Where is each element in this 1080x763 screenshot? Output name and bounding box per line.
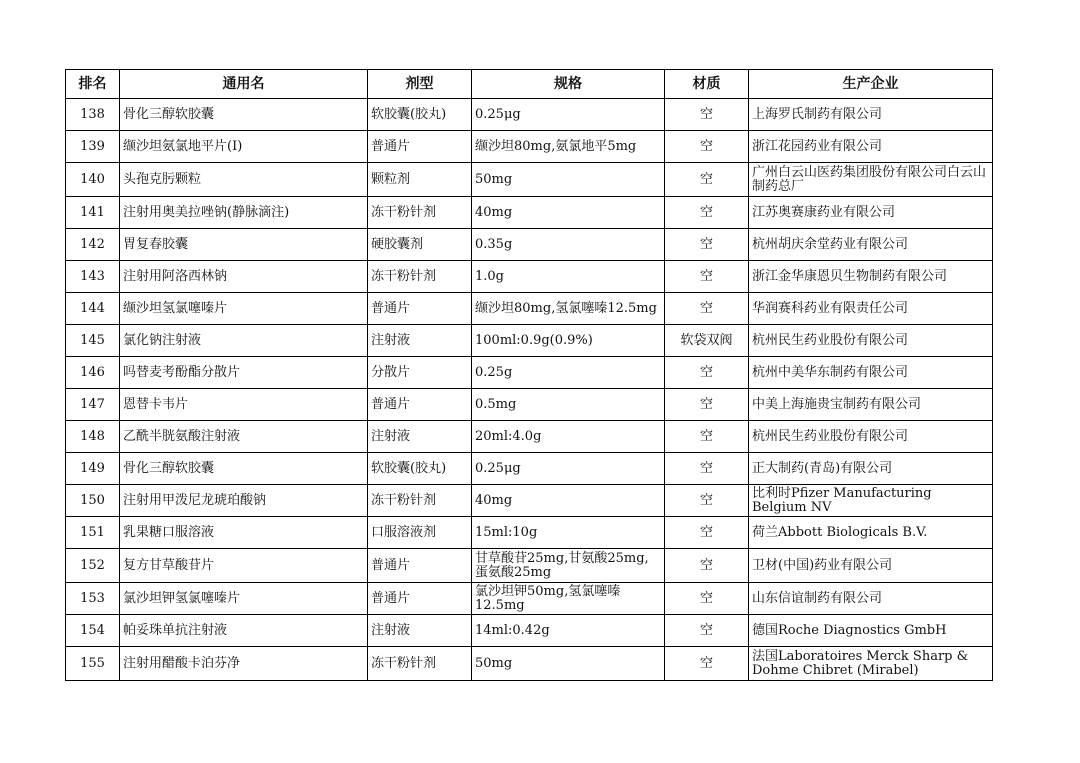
cell-rank: 139 bbox=[66, 131, 120, 163]
cell-rank: 138 bbox=[66, 99, 120, 131]
table-row bbox=[66, 293, 993, 325]
cell-spec: 缬沙坦80mg,氨氯地平5mg bbox=[472, 131, 665, 163]
cell-name: 复方甘草酸苷片 bbox=[120, 549, 368, 583]
cell-spec: 缬沙坦80mg,氢氯噻嗪12.5mg bbox=[472, 293, 665, 325]
table-row bbox=[66, 163, 993, 197]
drug-ranking-table bbox=[65, 69, 993, 681]
cell-spec: 0.25g bbox=[472, 357, 665, 389]
table-row bbox=[66, 131, 993, 163]
cell-name: 注射用奥美拉唑钠(静脉滴注) bbox=[120, 197, 368, 229]
cell-form: 硬胶囊剂 bbox=[368, 229, 472, 261]
table-row bbox=[66, 485, 993, 517]
cell-form: 口服溶液剂 bbox=[368, 517, 472, 549]
cell-material: 空 bbox=[665, 583, 749, 615]
cell-rank: 142 bbox=[66, 229, 120, 261]
cell-form: 普通片 bbox=[368, 293, 472, 325]
cell-material: 软袋双阀 bbox=[665, 325, 749, 357]
cell-company: 山东信谊制药有限公司 bbox=[749, 583, 993, 615]
cell-form: 注射液 bbox=[368, 615, 472, 647]
cell-rank: 149 bbox=[66, 453, 120, 485]
cell-name: 注射用甲泼尼龙琥珀酸钠 bbox=[120, 485, 368, 517]
table-row bbox=[66, 99, 993, 131]
cell-material: 空 bbox=[665, 131, 749, 163]
cell-spec: 15ml:10g bbox=[472, 517, 665, 549]
cell-material: 空 bbox=[665, 517, 749, 549]
cell-company: 杭州民生药业股份有限公司 bbox=[749, 325, 993, 357]
cell-name: 乙酰半胱氨酸注射液 bbox=[120, 421, 368, 453]
table-row bbox=[66, 389, 993, 421]
cell-company: 广州白云山医药集团股份有限公司白云山制药总厂 bbox=[749, 163, 993, 197]
cell-spec: 14ml:0.42g bbox=[472, 615, 665, 647]
cell-name: 骨化三醇软胶囊 bbox=[120, 453, 368, 485]
cell-rank: 150 bbox=[66, 485, 120, 517]
cell-spec: 50mg bbox=[472, 647, 665, 681]
cell-form: 软胶囊(胶丸) bbox=[368, 453, 472, 485]
cell-rank: 147 bbox=[66, 389, 120, 421]
cell-form: 分散片 bbox=[368, 357, 472, 389]
cell-material: 空 bbox=[665, 261, 749, 293]
cell-name: 氯化钠注射液 bbox=[120, 325, 368, 357]
cell-material: 空 bbox=[665, 163, 749, 197]
cell-rank: 155 bbox=[66, 647, 120, 681]
cell-company: 江苏奥赛康药业有限公司 bbox=[749, 197, 993, 229]
cell-spec: 甘草酸苷25mg,甘氨酸25mg,蛋氨酸25mg bbox=[472, 549, 665, 583]
cell-spec: 0.35g bbox=[472, 229, 665, 261]
cell-name: 注射用醋酸卡泊芬净 bbox=[120, 647, 368, 681]
cell-spec: 1.0g bbox=[472, 261, 665, 293]
cell-spec: 0.25μg bbox=[472, 453, 665, 485]
cell-rank: 140 bbox=[66, 163, 120, 197]
cell-rank: 141 bbox=[66, 197, 120, 229]
table-row bbox=[66, 615, 993, 647]
cell-form: 普通片 bbox=[368, 549, 472, 583]
cell-company: 浙江金华康恩贝生物制药有限公司 bbox=[749, 261, 993, 293]
cell-form: 普通片 bbox=[368, 583, 472, 615]
cell-material: 空 bbox=[665, 357, 749, 389]
header-company: 生产企业 bbox=[749, 70, 993, 99]
cell-rank: 148 bbox=[66, 421, 120, 453]
cell-rank: 153 bbox=[66, 583, 120, 615]
cell-name: 吗替麦考酚酯分散片 bbox=[120, 357, 368, 389]
cell-form: 冻干粉针剂 bbox=[368, 485, 472, 517]
cell-material: 空 bbox=[665, 485, 749, 517]
cell-spec: 40mg bbox=[472, 197, 665, 229]
header-form: 剂型 bbox=[368, 70, 472, 99]
table-row bbox=[66, 261, 993, 293]
cell-material: 空 bbox=[665, 647, 749, 681]
cell-company: 正大制药(青岛)有限公司 bbox=[749, 453, 993, 485]
cell-name: 氯沙坦钾氢氯噻嗪片 bbox=[120, 583, 368, 615]
cell-company: 上海罗氏制药有限公司 bbox=[749, 99, 993, 131]
cell-name: 恩替卡韦片 bbox=[120, 389, 368, 421]
cell-material: 空 bbox=[665, 421, 749, 453]
header-name: 通用名 bbox=[120, 70, 368, 99]
cell-spec: 100ml:0.9g(0.9%) bbox=[472, 325, 665, 357]
cell-company: 杭州民生药业股份有限公司 bbox=[749, 421, 993, 453]
cell-name: 骨化三醇软胶囊 bbox=[120, 99, 368, 131]
cell-spec: 氯沙坦钾50mg,氢氯噻嗪12.5mg bbox=[472, 583, 665, 615]
table-row bbox=[66, 583, 993, 615]
cell-rank: 145 bbox=[66, 325, 120, 357]
cell-material: 空 bbox=[665, 615, 749, 647]
cell-name: 头孢克肟颗粒 bbox=[120, 163, 368, 197]
cell-name: 乳果糖口服溶液 bbox=[120, 517, 368, 549]
cell-company: 卫材(中国)药业有限公司 bbox=[749, 549, 993, 583]
cell-company: 荷兰Abbott Biologicals B.V. bbox=[749, 517, 993, 549]
cell-company: 杭州胡庆余堂药业有限公司 bbox=[749, 229, 993, 261]
table-row bbox=[66, 647, 993, 681]
cell-material: 空 bbox=[665, 453, 749, 485]
table-row bbox=[66, 357, 993, 389]
cell-material: 空 bbox=[665, 197, 749, 229]
cell-name: 缬沙坦氢氯噻嗪片 bbox=[120, 293, 368, 325]
table-row bbox=[66, 453, 993, 485]
cell-name: 胃复春胶囊 bbox=[120, 229, 368, 261]
cell-material: 空 bbox=[665, 229, 749, 261]
cell-form: 普通片 bbox=[368, 389, 472, 421]
cell-rank: 154 bbox=[66, 615, 120, 647]
header-spec: 规格 bbox=[472, 70, 665, 99]
cell-material: 空 bbox=[665, 293, 749, 325]
cell-rank: 146 bbox=[66, 357, 120, 389]
cell-name: 缬沙坦氨氯地平片(Ⅰ) bbox=[120, 131, 368, 163]
cell-company: 中美上海施贵宝制药有限公司 bbox=[749, 389, 993, 421]
cell-company: 法国Laboratoires Merck Sharp & Dohme Chibret (Mirabel) bbox=[749, 647, 993, 681]
header-material: 材质 bbox=[665, 70, 749, 99]
table-row bbox=[66, 325, 993, 357]
cell-form: 冻干粉针剂 bbox=[368, 261, 472, 293]
cell-name: 注射用阿洛西林钠 bbox=[120, 261, 368, 293]
cell-rank: 143 bbox=[66, 261, 120, 293]
cell-company: 华润赛科药业有限责任公司 bbox=[749, 293, 993, 325]
header-row bbox=[66, 70, 993, 99]
cell-company: 浙江花园药业有限公司 bbox=[749, 131, 993, 163]
cell-form: 注射液 bbox=[368, 325, 472, 357]
cell-form: 普通片 bbox=[368, 131, 472, 163]
cell-spec: 40mg bbox=[472, 485, 665, 517]
cell-rank: 152 bbox=[66, 549, 120, 583]
table-row bbox=[66, 549, 993, 583]
cell-company: 比利时Pfizer Manufacturing Belgium NV bbox=[749, 485, 993, 517]
cell-rank: 151 bbox=[66, 517, 120, 549]
cell-form: 颗粒剂 bbox=[368, 163, 472, 197]
cell-spec: 0.25μg bbox=[472, 99, 665, 131]
cell-spec: 0.5mg bbox=[472, 389, 665, 421]
header-rank: 排名 bbox=[66, 70, 120, 99]
cell-form: 注射液 bbox=[368, 421, 472, 453]
cell-spec: 20ml:4.0g bbox=[472, 421, 665, 453]
cell-material: 空 bbox=[665, 549, 749, 583]
cell-company: 杭州中美华东制药有限公司 bbox=[749, 357, 993, 389]
table-row bbox=[66, 229, 993, 261]
cell-name: 帕妥珠单抗注射液 bbox=[120, 615, 368, 647]
table-row bbox=[66, 517, 993, 549]
cell-rank: 144 bbox=[66, 293, 120, 325]
cell-material: 空 bbox=[665, 99, 749, 131]
cell-company: 德国Roche Diagnostics GmbH bbox=[749, 615, 993, 647]
table-row bbox=[66, 421, 993, 453]
cell-spec: 50mg bbox=[472, 163, 665, 197]
cell-form: 冻干粉针剂 bbox=[368, 197, 472, 229]
cell-form: 冻干粉针剂 bbox=[368, 647, 472, 681]
table-row bbox=[66, 197, 993, 229]
cell-material: 空 bbox=[665, 389, 749, 421]
cell-form: 软胶囊(胶丸) bbox=[368, 99, 472, 131]
